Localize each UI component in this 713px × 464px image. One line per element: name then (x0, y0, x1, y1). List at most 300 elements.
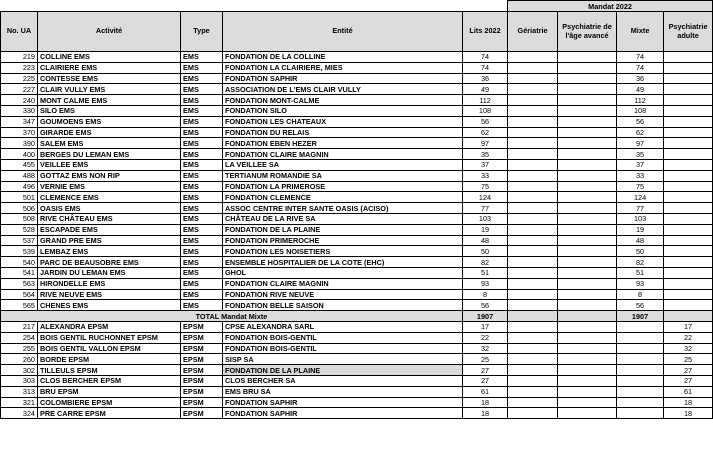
cell-lits: 51 (463, 267, 508, 278)
cell-activite: SALEM EMS (38, 138, 181, 149)
cell-psy-age (558, 332, 617, 343)
cell-lits: 17 (463, 321, 508, 332)
cell-ua: 313 (1, 386, 38, 397)
cell-geriatrie (508, 95, 558, 106)
cell-psy-age (558, 95, 617, 106)
cell-activite: RIVE CHÂTEAU EMS (38, 213, 181, 224)
cell-lits: 50 (463, 246, 508, 257)
cell-lits: 97 (463, 138, 508, 149)
table-row (1, 321, 713, 332)
cell-type: EMS (181, 105, 223, 116)
cell-geriatrie (508, 73, 558, 84)
cell-psy-adulte (664, 127, 713, 138)
cell-ua: 217 (1, 321, 38, 332)
cell-mixte: 93 (617, 278, 664, 289)
cell-lits: 75 (463, 181, 508, 192)
cell-entite: CHÂTEAU DE LA RIVE SA (223, 213, 463, 224)
cell-geriatrie (508, 332, 558, 343)
cell-mixte: 74 (617, 62, 664, 73)
table-row (1, 116, 713, 127)
cell-psy-age (558, 257, 617, 268)
cell-psy-age (558, 224, 617, 235)
cell-entite: LA VEILLEE SA (223, 159, 463, 170)
cell-mixte (617, 386, 664, 397)
cell-mixte (617, 343, 664, 354)
cell-activite: JARDIN DU LEMAN EMS (38, 267, 181, 278)
cell-geriatrie (508, 365, 558, 376)
cell-entite: FONDATION LES CHATEAUX (223, 116, 463, 127)
table-row (1, 192, 713, 203)
cell-ua: 501 (1, 192, 38, 203)
table-row (1, 127, 713, 138)
cell-psy-adulte (664, 213, 713, 224)
cell-activite: BRU EPSM (38, 386, 181, 397)
cell-psy-adulte (664, 235, 713, 246)
cell-ua: 537 (1, 235, 38, 246)
cell-geriatrie (508, 181, 558, 192)
cell-geriatrie (508, 257, 558, 268)
table-row (1, 84, 713, 95)
cell-lits: 18 (463, 408, 508, 419)
cell-geriatrie (508, 213, 558, 224)
cell-type: EMS (181, 52, 223, 63)
cell-psy-adulte: 25 (664, 354, 713, 365)
cell-type: EMS (181, 203, 223, 214)
cell-activite: RIVE NEUVE EMS (38, 289, 181, 300)
cell-lits: 36 (463, 73, 508, 84)
table-row (1, 149, 713, 160)
cell-activite: CONTESSE EMS (38, 73, 181, 84)
cell-psy-age (558, 73, 617, 84)
cell-type: EPSM (181, 321, 223, 332)
cell-entite: FONDATION DE LA PLAINE (223, 224, 463, 235)
cell-lits: 77 (463, 203, 508, 214)
cell-psy-age (558, 289, 617, 300)
cell-lits: 8 (463, 289, 508, 300)
table-row (1, 95, 713, 106)
cell-activite: SILO EMS (38, 105, 181, 116)
table-row (1, 62, 713, 73)
cell-geriatrie (508, 386, 558, 397)
cell-lits: 32 (463, 343, 508, 354)
epsm-section (1, 321, 713, 418)
cell-ua: 303 (1, 375, 38, 386)
cell-lits: 112 (463, 95, 508, 106)
cell-geriatrie (508, 397, 558, 408)
cell-lits: 103 (463, 213, 508, 224)
cell-ua: 563 (1, 278, 38, 289)
cell-ua: 565 (1, 300, 38, 311)
cell-entite: FONDATION LES NOISETIERS (223, 246, 463, 257)
cell-mixte: 103 (617, 213, 664, 224)
cell-ua: 508 (1, 213, 38, 224)
cell-lits: 48 (463, 235, 508, 246)
cell-type: EPSM (181, 365, 223, 376)
cell-entite: ASSOC CENTRE INTER SANTE OASIS (ACISO) (223, 203, 463, 214)
cell-psy-age (558, 408, 617, 419)
cell-entite: ENSEMBLE HOSPITALIER DE LA COTE (EHC) (223, 257, 463, 268)
cell-lits: 56 (463, 116, 508, 127)
cell-activite: PARC DE BEAUSOBRE EMS (38, 257, 181, 268)
mandat-group-header: Mandat 2022 (508, 1, 713, 12)
cell-entite: ASSOCIATION DE L'EMS CLAIR VULLY (223, 84, 463, 95)
cell-type: EMS (181, 224, 223, 235)
cell-psy-adulte (664, 138, 713, 149)
cell-psy-age (558, 127, 617, 138)
cell-activite: HIRONDELLE EMS (38, 278, 181, 289)
cell-psy-age (558, 52, 617, 63)
cell-mixte (617, 321, 664, 332)
cell-entite: FONDATION DE LA COLLINE (223, 52, 463, 63)
cell-geriatrie (508, 235, 558, 246)
cell-psy-age (558, 343, 617, 354)
cell-entite: FONDATION SAPHIR (223, 397, 463, 408)
cell-psy-age (558, 192, 617, 203)
cell-psy-adulte (664, 192, 713, 203)
cell-mixte: 33 (617, 170, 664, 181)
col-mixte: Mixte (617, 12, 664, 52)
cell-geriatrie (508, 408, 558, 419)
cell-type: EMS (181, 246, 223, 257)
cell-ua: 488 (1, 170, 38, 181)
cell-entite: SISP SA (223, 354, 463, 365)
cell-entite: EMS BRU SA (223, 386, 463, 397)
cell-psy-age (558, 267, 617, 278)
cell-type: EMS (181, 127, 223, 138)
table-row (1, 365, 713, 376)
cell-entite: FONDATION DE LA PLAINE (223, 365, 463, 376)
cell-lits: 25 (463, 354, 508, 365)
cell-activite: ALEXANDRA EPSM (38, 321, 181, 332)
cell-geriatrie (508, 321, 558, 332)
cell-ua: 506 (1, 203, 38, 214)
cell-type: EMS (181, 84, 223, 95)
cell-lits: 19 (463, 224, 508, 235)
cell-mixte: 77 (617, 203, 664, 214)
cell-activite: GOUMOENS EMS (38, 116, 181, 127)
cell-mixte (617, 354, 664, 365)
cell-type: EMS (181, 149, 223, 160)
cell-mixte: 35 (617, 149, 664, 160)
cell-psy-adulte (664, 52, 713, 63)
cell-entite: FONDATION EBEN HEZER (223, 138, 463, 149)
cell-lits: 18 (463, 397, 508, 408)
cell-activite: CLEMENCE EMS (38, 192, 181, 203)
cell-psy-age (558, 62, 617, 73)
table-row (1, 343, 713, 354)
cell-mixte: 74 (617, 52, 664, 63)
cell-psy-adulte: 61 (664, 386, 713, 397)
cell-type: EMS (181, 213, 223, 224)
cell-mixte: 56 (617, 116, 664, 127)
cell-lits: 27 (463, 375, 508, 386)
cell-geriatrie (508, 105, 558, 116)
cell-geriatrie (508, 159, 558, 170)
cell-psy-adulte (664, 300, 713, 311)
cell-psy-adulte (664, 289, 713, 300)
cell-activite: GIRARDE EMS (38, 127, 181, 138)
total-section (1, 311, 713, 322)
cell-psy-age (558, 170, 617, 181)
cell-activite: TILLEULS EPSM (38, 365, 181, 376)
cell-psy-age (558, 159, 617, 170)
ems-section (1, 52, 713, 311)
cell-geriatrie (508, 138, 558, 149)
cell-mixte: 49 (617, 84, 664, 95)
cell-entite: FONDATION BOIS-GENTIL (223, 343, 463, 354)
cell-mixte: 19 (617, 224, 664, 235)
cell-ua: 347 (1, 116, 38, 127)
cell-type: EMS (181, 257, 223, 268)
cell-psy-adulte: 18 (664, 408, 713, 419)
cell-geriatrie (508, 267, 558, 278)
cell-type: EPSM (181, 375, 223, 386)
table-row (1, 257, 713, 268)
cell-ua: 330 (1, 105, 38, 116)
cell-activite: ESCAPADE EMS (38, 224, 181, 235)
cell-ua: 564 (1, 289, 38, 300)
cell-ua: 227 (1, 84, 38, 95)
cell-geriatrie (508, 192, 558, 203)
total-lits: 1907 (463, 311, 508, 322)
cell-mixte: 37 (617, 159, 664, 170)
cell-mixte: 48 (617, 235, 664, 246)
cell-geriatrie (508, 116, 558, 127)
cell-psy-age (558, 375, 617, 386)
table-row (1, 408, 713, 419)
cell-psy-adulte: 32 (664, 343, 713, 354)
cell-entite: FONDATION CLAIRE MAGNIN (223, 278, 463, 289)
cell-type: EMS (181, 192, 223, 203)
table-row (1, 375, 713, 386)
cell-lits: 124 (463, 192, 508, 203)
table-row (1, 354, 713, 365)
cell-psy-adulte (664, 62, 713, 73)
cell-mixte (617, 375, 664, 386)
cell-type: EPSM (181, 354, 223, 365)
col-no-ua: No. UA (1, 12, 38, 52)
cell-geriatrie (508, 224, 558, 235)
cell-geriatrie (508, 84, 558, 95)
cell-entite: FONDATION CLEMENCE (223, 192, 463, 203)
table-row (1, 235, 713, 246)
cell-type: EPSM (181, 408, 223, 419)
cell-ua: 225 (1, 73, 38, 84)
cell-ua: 302 (1, 365, 38, 376)
cell-mixte: 51 (617, 267, 664, 278)
cell-psy-adulte (664, 278, 713, 289)
total-mixte: 1907 (617, 311, 664, 322)
cell-psy-adulte (664, 84, 713, 95)
cell-entite: FONDATION BOIS-GENTIL (223, 332, 463, 343)
cell-ua: 455 (1, 159, 38, 170)
cell-type: EPSM (181, 343, 223, 354)
cell-mixte: 82 (617, 257, 664, 268)
cell-mixte: 62 (617, 127, 664, 138)
cell-entite: FONDATION RIVE NEUVE (223, 289, 463, 300)
cell-type: EMS (181, 289, 223, 300)
cell-psy-adulte: 17 (664, 321, 713, 332)
cell-lits: 56 (463, 300, 508, 311)
cell-psy-age (558, 300, 617, 311)
cell-activite: LEMBAZ EMS (38, 246, 181, 257)
cell-psy-adulte (664, 105, 713, 116)
cell-mixte: 108 (617, 105, 664, 116)
cell-entite: FONDATION CLAIRE MAGNIN (223, 149, 463, 160)
col-geriatrie: Gériatrie (508, 12, 558, 52)
cell-geriatrie (508, 289, 558, 300)
cell-ua: 260 (1, 354, 38, 365)
total-label: TOTAL Mandat Mixte (1, 311, 463, 322)
cell-ua: 390 (1, 138, 38, 149)
cell-ua: 540 (1, 257, 38, 268)
cell-psy-age (558, 397, 617, 408)
cell-psy-age (558, 354, 617, 365)
cell-type: EMS (181, 73, 223, 84)
cell-entite: CLOS BERCHER SA (223, 375, 463, 386)
cell-lits: 35 (463, 149, 508, 160)
cell-ua: 321 (1, 397, 38, 408)
cell-type: EMS (181, 95, 223, 106)
cell-type: EPSM (181, 386, 223, 397)
cell-psy-adulte: 27 (664, 365, 713, 376)
cell-mixte: 97 (617, 138, 664, 149)
cell-ua: 528 (1, 224, 38, 235)
cell-psy-age (558, 246, 617, 257)
cell-activite: CLAIR VULLY EMS (38, 84, 181, 95)
col-psy-age: Psychiatrie de l'âge avancé (558, 12, 617, 52)
cell-ua: 240 (1, 95, 38, 106)
cell-activite: BORDE EPSM (38, 354, 181, 365)
cell-psy-age (558, 235, 617, 246)
cell-mixte (617, 408, 664, 419)
cell-ua: 324 (1, 408, 38, 419)
cell-ua: 219 (1, 52, 38, 63)
cell-activite: BOIS GENTIL RUCHONNET EPSM (38, 332, 181, 343)
table-row (1, 289, 713, 300)
cell-psy-adulte: 27 (664, 375, 713, 386)
cell-entite: FONDATION SILO (223, 105, 463, 116)
cell-entite: GHOL (223, 267, 463, 278)
cell-type: EMS (181, 159, 223, 170)
cell-mixte: 56 (617, 300, 664, 311)
cell-ua: 541 (1, 267, 38, 278)
total-row (1, 311, 713, 322)
table-row (1, 52, 713, 63)
cell-geriatrie (508, 203, 558, 214)
cell-entite: FONDATION DU RELAIS (223, 127, 463, 138)
col-activite: Activité (38, 12, 181, 52)
table-row (1, 159, 713, 170)
cell-mixte: 36 (617, 73, 664, 84)
table-row (1, 278, 713, 289)
cell-ua: 400 (1, 149, 38, 160)
cell-type: EMS (181, 62, 223, 73)
cell-lits: 93 (463, 278, 508, 289)
cell-mixte: 75 (617, 181, 664, 192)
cell-geriatrie (508, 62, 558, 73)
cell-psy-age (558, 149, 617, 160)
cell-psy-adulte (664, 257, 713, 268)
cell-activite: CLAIRIERE EMS (38, 62, 181, 73)
cell-mixte: 124 (617, 192, 664, 203)
cell-mixte: 8 (617, 289, 664, 300)
cell-psy-age (558, 278, 617, 289)
cell-geriatrie (508, 343, 558, 354)
cell-geriatrie (508, 375, 558, 386)
table-row (1, 224, 713, 235)
cell-ua: 255 (1, 343, 38, 354)
table-row (1, 105, 713, 116)
cell-entite: CPSE ALEXANDRA SARL (223, 321, 463, 332)
cell-type: EMS (181, 278, 223, 289)
cell-geriatrie (508, 149, 558, 160)
cell-geriatrie (508, 246, 558, 257)
cell-lits: 74 (463, 62, 508, 73)
cell-ua: 496 (1, 181, 38, 192)
cell-psy-age (558, 365, 617, 376)
cell-psy-adulte (664, 73, 713, 84)
cell-geriatrie (508, 127, 558, 138)
cell-ua: 254 (1, 332, 38, 343)
cell-type: EPSM (181, 397, 223, 408)
cell-activite: GRAND PRE EMS (38, 235, 181, 246)
cell-psy-age (558, 105, 617, 116)
cell-mixte: 50 (617, 246, 664, 257)
cell-activite: OASIS EMS (38, 203, 181, 214)
cell-psy-adulte: 22 (664, 332, 713, 343)
cell-ua: 223 (1, 62, 38, 73)
cell-ua: 370 (1, 127, 38, 138)
cell-psy-age (558, 213, 617, 224)
cell-activite: CHENES EMS (38, 300, 181, 311)
cell-mixte (617, 332, 664, 343)
cell-lits: 82 (463, 257, 508, 268)
cell-psy-adulte (664, 159, 713, 170)
cell-mixte: 112 (617, 95, 664, 106)
cell-lits: 27 (463, 365, 508, 376)
table-row (1, 267, 713, 278)
cell-entite: FONDATION LA PRIMEROSE (223, 181, 463, 192)
cell-ua: 539 (1, 246, 38, 257)
table-row (1, 73, 713, 84)
cell-activite: MONT CALME EMS (38, 95, 181, 106)
cell-lits: 108 (463, 105, 508, 116)
cell-psy-adulte (664, 170, 713, 181)
cell-activite: COLLINE EMS (38, 52, 181, 63)
cell-entite: FONDATION SAPHIR (223, 408, 463, 419)
table-row (1, 386, 713, 397)
cell-entite: TERTIANUM ROMANDIE SA (223, 170, 463, 181)
cell-psy-adulte (664, 149, 713, 160)
cell-activite: BERGES DU LEMAN EMS (38, 149, 181, 160)
cell-activite: BOIS GENTIL VALLON EPSM (38, 343, 181, 354)
cell-psy-age (558, 181, 617, 192)
table-row (1, 138, 713, 149)
table-row (1, 246, 713, 257)
cell-type: EPSM (181, 332, 223, 343)
table-row (1, 181, 713, 192)
cell-psy-age (558, 138, 617, 149)
cell-entite: FONDATION BELLE SAISON (223, 300, 463, 311)
cell-type: EMS (181, 181, 223, 192)
cell-lits: 37 (463, 159, 508, 170)
cell-psy-adulte (664, 246, 713, 257)
col-psy-adulte: Psychiatrie adulte (664, 12, 713, 52)
table-row (1, 332, 713, 343)
table-row (1, 300, 713, 311)
cell-entite: FONDATION LA CLAIRIERE, MIES (223, 62, 463, 73)
